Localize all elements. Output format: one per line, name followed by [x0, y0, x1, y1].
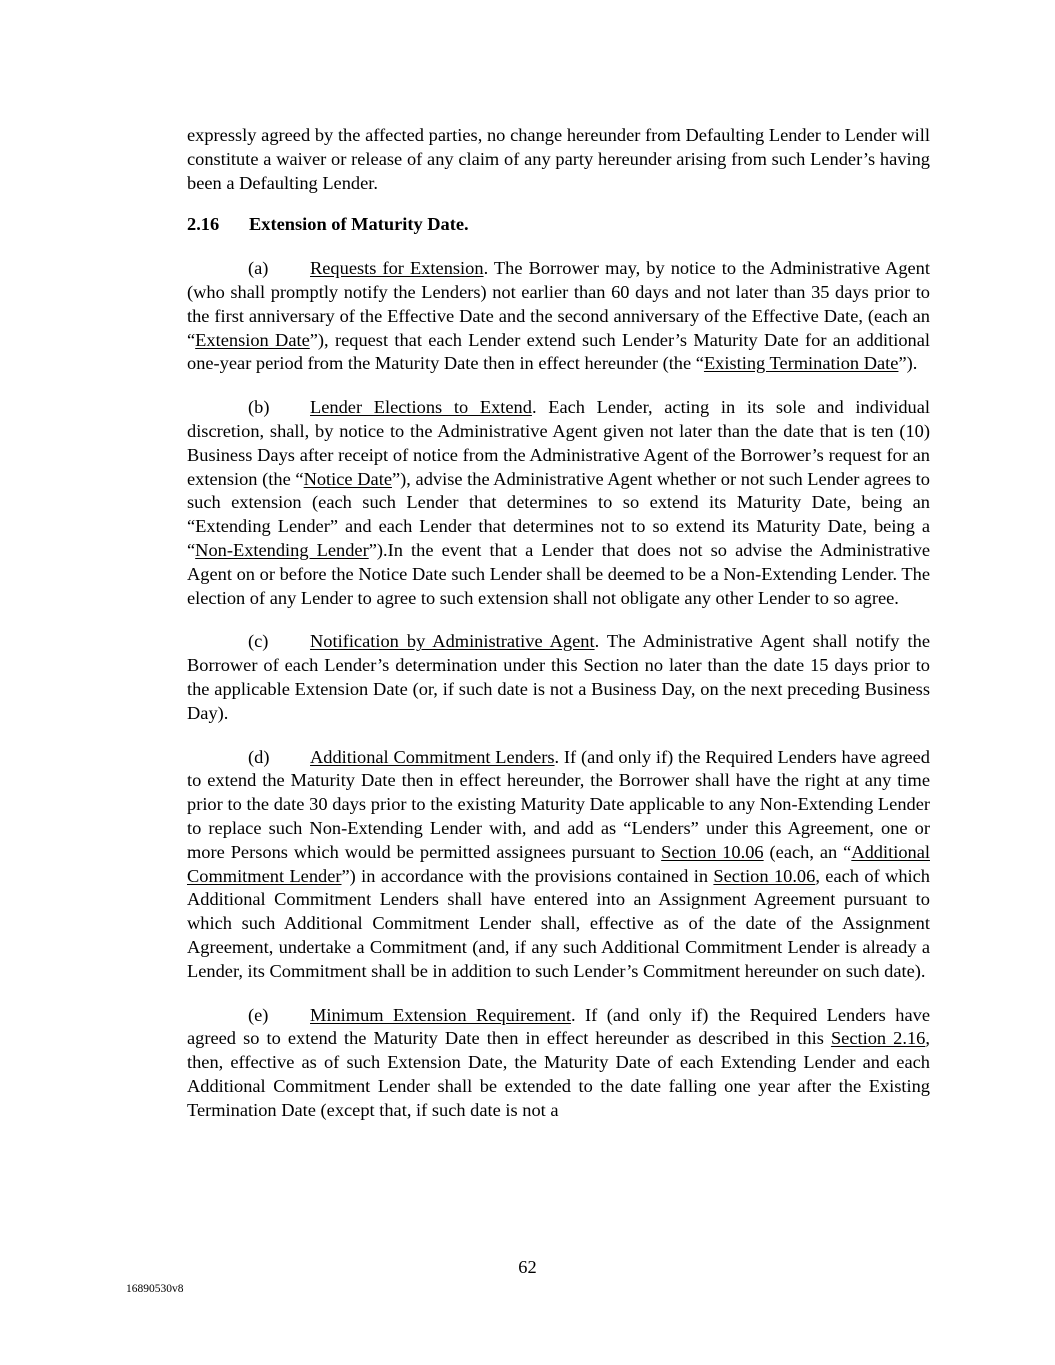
page-number: 62 — [518, 1257, 537, 1277]
defined-term-notice-date: Notice Date — [303, 468, 392, 489]
paragraph-e-text-1: . If (and only if) the Required Lenders have agreed so to extend the Maturity Date then in effect hereunder as described in this — [187, 1004, 930, 1049]
paragraph-c-text-1: . The Administrative Agent shall notify the Borrower of each Lender’s determination under this Section no later than the date 15 days prior to the applicable Extension Date (or, if such date is not a Business Day, on the next preceding Business Day). — [187, 631, 930, 723]
section-title: Extension of Maturity Date — [249, 214, 465, 235]
paragraph-b-label: (b) — [248, 397, 270, 418]
paragraph-d-heading: Additional Commitment Lenders — [310, 746, 555, 767]
paragraph-c-heading: Notification by Administrative Agent — [310, 631, 595, 652]
paragraph-e-label: (e) — [248, 1004, 269, 1025]
paragraph-d-text-2: (each, an “ — [763, 841, 852, 862]
paragraph-e-text-2: , then, effective as of such Extension Date, the Maturity Date of each Extending Lender and each Additional Commitment Lender shall be extended to the date falling one year after the Existing Termination Date (except that, if such date is not a — [187, 1028, 930, 1120]
section-reference-10-06-second: Section 10.06 — [713, 865, 816, 886]
paragraph-a-text-2: ”), request that each Lender extend such Lender’s Maturity Date for an additional one-year period from the Maturity Date then in effect hereunder (the “ — [187, 329, 931, 374]
paragraph-b-text-2: ”), advise the Administrative Agent whether or not such Lender agrees to such extension (each such Lender that determines to so extend its Maturity Date, being an “Extending Lender” and each Lender that determines not to so extend its Maturity Date, being a “ — [187, 468, 930, 560]
body-text — [187, 124, 930, 1142]
section-title-period: . — [464, 214, 469, 235]
paragraph-a-label: (a) — [248, 258, 269, 279]
section-heading — [187, 213, 930, 237]
section-number: 2.16 — [187, 214, 220, 235]
paragraph-a — [187, 257, 930, 376]
paragraph-d-text-4: , each of which Additional Commitment Lenders shall have entered into an Assignment Agreement pursuant to which such Additional Commitment Lender shall, effective as of the date of the Assignment Agreement, undertake a Commitment (and, if any such Additional Commitment Lender is already a Lender, its Commitment shall be in addition to such Lender’s Commitment hereunder on such date). — [187, 865, 931, 981]
paragraph-a-text-1: . The Borrower may, by notice to the Administrative Agent (who shall promptly notify the Lenders) not earlier than 60 days and not later than 35 days prior to the first anniversary of the Effective Date and the second anniversary of the Effective Date, (each an “ — [187, 258, 930, 350]
section-reference-10-06: Section 10.06 — [661, 841, 764, 862]
defined-term-existing-termination-date: Existing Termination Date — [703, 353, 899, 374]
paragraph-b — [187, 396, 930, 610]
defined-term-extension-date: Extension Date — [195, 329, 310, 350]
paragraph-b-text-1: . Each Lender, acting in its sole and individual discretion, shall, by notice to the Administrative Agent given not later than the date that is ten (10) Business Days after receipt of notice from the Administrative Agent of the Borrower’s request for an extension (the “ — [187, 397, 930, 489]
paragraph-a-text-3: ”). — [898, 353, 918, 374]
paragraph-e-heading: Minimum Extension Requirement — [310, 1004, 572, 1025]
paragraph-b-heading: Lender Elections to Extend — [310, 397, 532, 418]
paragraph-b-text-3: ”).In the event that a Lender that does not so advise the Administrative Agent on or before the Notice Date such Lender shall be deemed to be a Non-Extending Lender. The election of any Lender to agree to such extension shall not obligate any other Lender to so agree. — [187, 539, 931, 608]
paragraph-a-heading: Requests for Extension — [310, 258, 484, 279]
defined-term-non-extending-lender: Non-Extending Lender — [195, 539, 369, 560]
document-id: 16890530v8 — [126, 1283, 184, 1295]
paragraph-c-label: (c) — [248, 631, 269, 652]
paragraph-d — [187, 746, 930, 984]
paragraph-d-text-3: ”) in accordance with the provisions contained in — [341, 865, 714, 886]
paragraph-d-text-1: . If (and only if) the Required Lenders have agreed to extend the Maturity Date then in effect hereunder, the Borrower shall have the right at any time prior to the date 30 days prior to the existing Maturity Date applicable to any Non-Extending Lender to replace such Non-Extending Lender with, and add as “Lenders” under this Agreement, one or more Persons which would be permitted assignees pursuant to — [187, 746, 930, 862]
defined-term-additional-commitment-lender: Additional Commitment Lender — [187, 841, 930, 886]
paragraph-e — [187, 1004, 930, 1123]
continuation-paragraph: expressly agreed by the affected parties, no change hereunder from Defaulting Lender to Lender will constitute a waiver or release of any claim of any party hereunder arising from such Lender’s having been a Defaulting Lender. — [187, 125, 930, 193]
section-reference-2-16: Section 2.16 — [830, 1028, 926, 1049]
paragraph-d-label: (d) — [248, 746, 270, 767]
paragraph-c — [187, 630, 930, 725]
